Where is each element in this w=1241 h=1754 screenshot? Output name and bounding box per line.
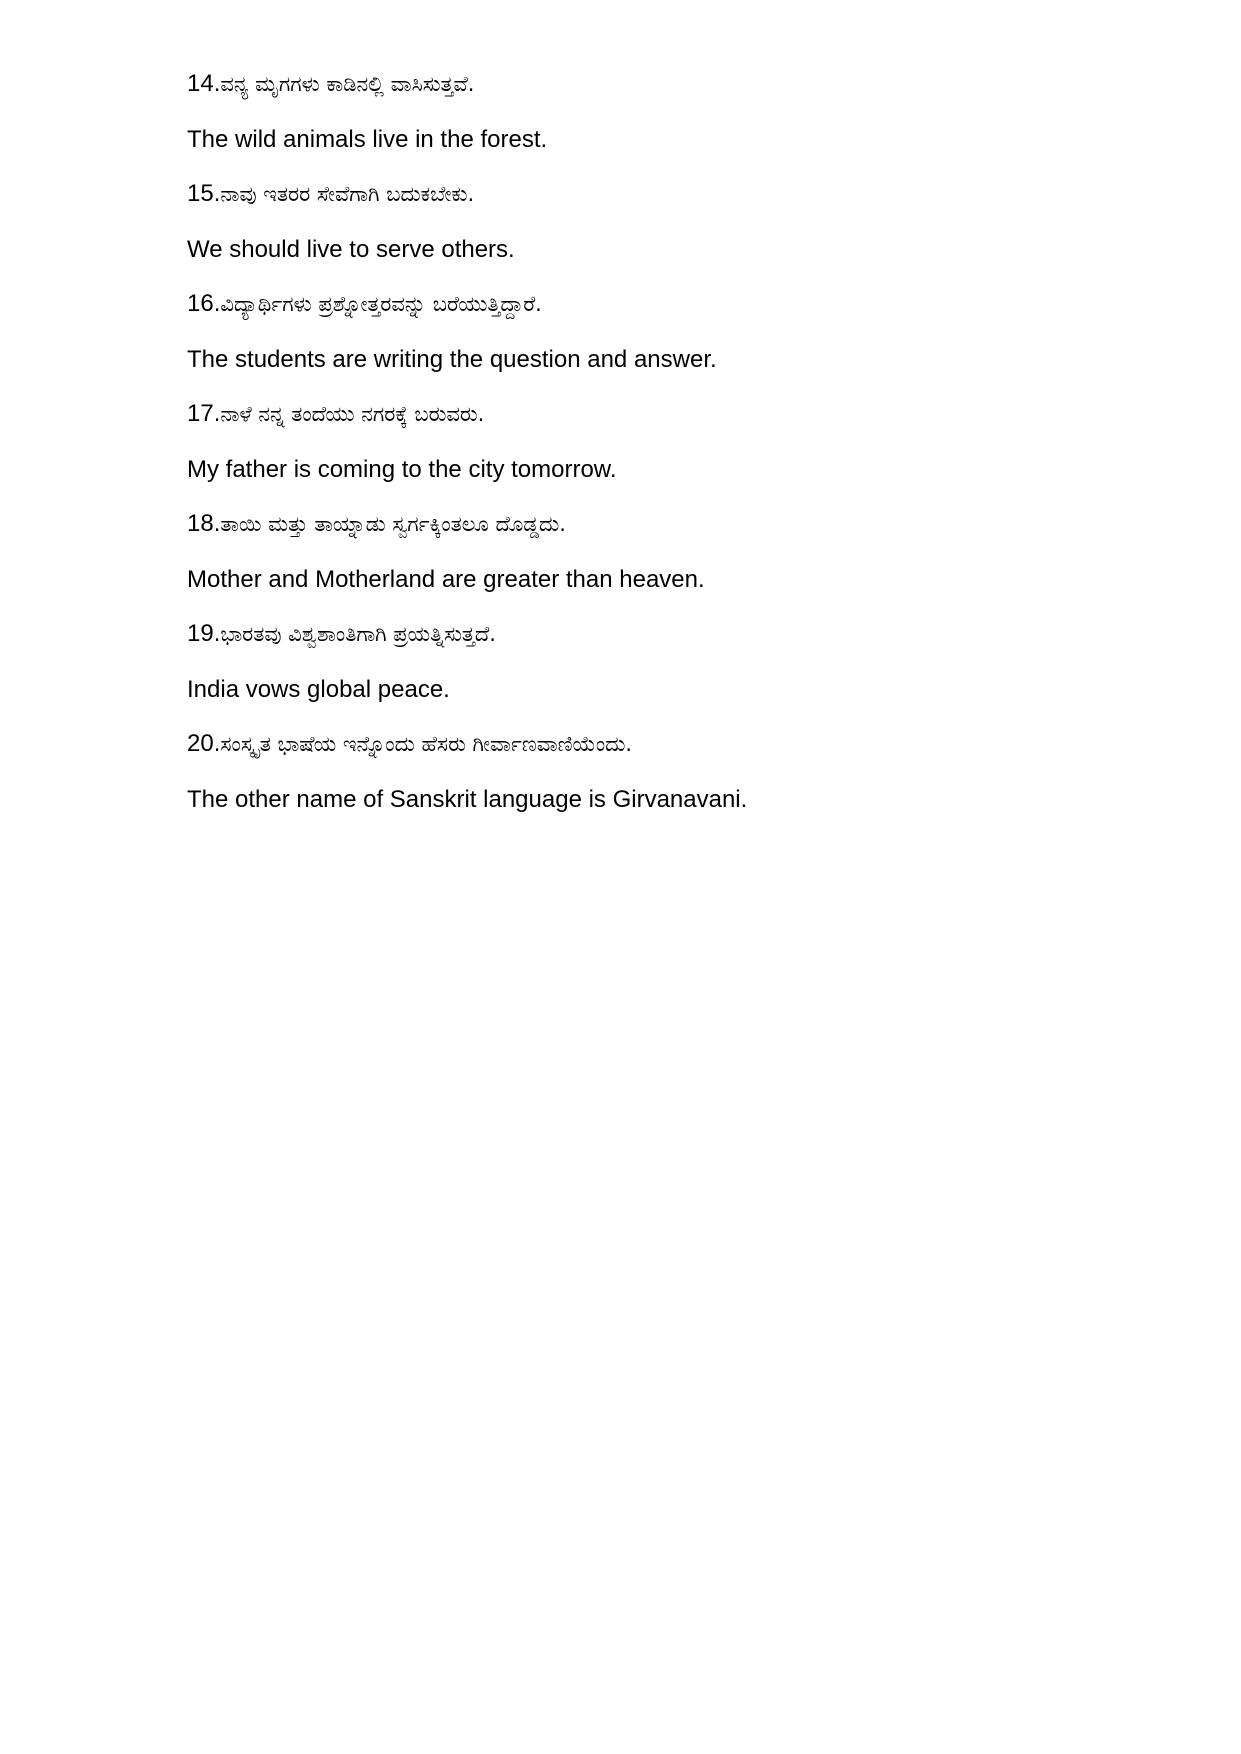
english-translation: The students are writing the question and answer.: [187, 346, 717, 373]
translation-entry-18: [187, 502, 1147, 612]
kannada-text: ನಾವು ಇತರರ ಸೇವೆಗಾಗಿ ಬದುಕಬೇಕು.: [220, 182, 475, 206]
kannada-sentence: [187, 502, 1147, 558]
kannada-sentence: [187, 62, 1147, 118]
translation-entry-20: [187, 722, 1147, 832]
kannada-sentence: [187, 722, 1147, 778]
english-translation: India vows global peace.: [187, 676, 450, 703]
kannada-text: .ನಾಳೆ ನನ್ನ ತಂದೆಯು ನಗರಕ್ಕೆ ಬರುವರು.: [213, 402, 485, 426]
kannada-text: .ಸಂಸ್ಕೃತ ಭಾಷೆಯ ಇನ್ನೊಂದು ಹೆಸರು ಗೀರ್ವಾಣವಾಣಿಯೆಂದು.: [213, 732, 633, 756]
translation-entry-15: [187, 172, 1147, 282]
item-number: 15.: [187, 180, 221, 207]
item-number: 17: [187, 400, 214, 427]
translation-entry-19: [187, 612, 1147, 722]
item-number: 19: [187, 620, 214, 647]
item-number: 18: [187, 510, 214, 537]
item-number: 14.: [187, 70, 221, 97]
kannada-text: .ಭಾರತವು ವಿಶ್ವಶಾಂತಿಗಾಗಿ ಪ್ರಯತ್ನಿಸುತ್ತದೆ.: [213, 622, 496, 646]
english-translation: We should live to serve others.: [187, 236, 515, 263]
english-translation: The wild animals live in the forest.: [187, 126, 548, 153]
kannada-sentence: [187, 282, 1147, 338]
english-translation: My father is coming to the city tomorrow.: [187, 456, 617, 483]
translation-entry-17: [187, 392, 1147, 502]
kannada-sentence: [187, 612, 1147, 668]
kannada-text: .ವಿದ್ಯಾರ್ಥಿಗಳು ಪ್ರಶ್ನೋತ್ತರವನ್ನು ಬರೆಯುತ್ತಿದ್ದಾರೆ.: [213, 292, 542, 316]
english-translation: The other name of Sanskrit language is Girvanavani.: [187, 786, 748, 813]
kannada-text: .ತಾಯಿ ಮತ್ತು ತಾಯ್ನಾಡು ಸ್ವರ್ಗಕ್ಕಿಂತಲೂ ದೊಡ್ಡದು.: [213, 512, 566, 536]
item-number: 20: [187, 730, 214, 757]
translation-list: [187, 62, 1147, 832]
kannada-sentence: [187, 392, 1147, 448]
kannada-text: ವನ್ಯ ಮೃಗಗಳು ಕಾಡಿನಲ್ಲಿ ವಾಸಿಸುತ್ತವೆ.: [220, 72, 475, 96]
translation-entry-16: [187, 282, 1147, 392]
translation-entry-14: [187, 62, 1147, 172]
english-translation: Mother and Motherland are greater than heaven.: [187, 566, 705, 593]
kannada-sentence: [187, 172, 1147, 228]
item-number: 16: [187, 290, 214, 317]
